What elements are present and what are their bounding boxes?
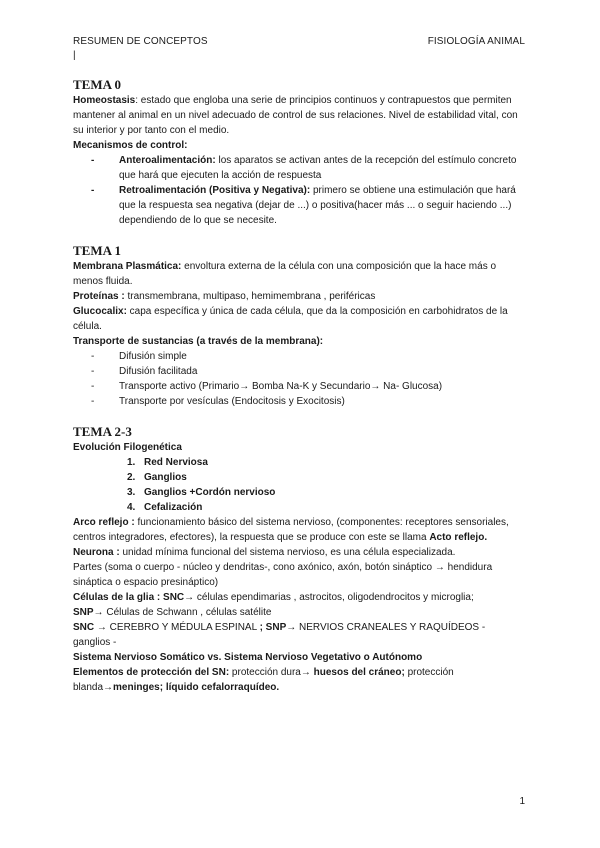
membrana-paragraph: Membrana Plasmática: envoltura externa de la célula con una composición que la hace más o menos fluida. bbox=[73, 261, 497, 287]
list-item: - Retroalimentación (Positiva y Negativa): primero se obtiene una estimulación que hará que la respuesta sea negativa (dejar de ...) o positiva(hacer más ... o seguir haciendo ...) dependiendo de lo que se necesite. bbox=[73, 183, 525, 228]
evolucion-list bbox=[73, 455, 525, 515]
tema-2-3-heading: TEMA 2-3 bbox=[73, 424, 132, 439]
list-item: - Transporte por vesículas (Endocitosis y Exocitosis) bbox=[73, 394, 525, 409]
sistema-paragraph: Sistema Nervioso Somático vs. Sistema Nervioso Vegetativo o Autónomo bbox=[73, 652, 423, 663]
tema-0-heading: TEMA 0 bbox=[73, 77, 122, 92]
glucocalix-paragraph: Glucocalix: capa específica y única de cada célula, que da la composición en carbohidratos de la célula. bbox=[73, 306, 508, 332]
header-right: FISIOLOGÍA ANIMAL bbox=[427, 36, 525, 47]
list-item: 2. Ganglios bbox=[127, 472, 187, 483]
transporte-list bbox=[73, 349, 525, 409]
glia-paragraph: Células de la glia : SNC→ células ependimarias , astrocitos, oligodendrocitos y microglia; bbox=[73, 592, 474, 603]
list-item: 1. Red Nerviosa bbox=[127, 457, 208, 468]
mecanismos-list bbox=[73, 153, 525, 228]
page-header bbox=[73, 36, 525, 47]
page-number: 1 bbox=[519, 796, 525, 807]
proteinas-paragraph: Proteínas : transmembrana, multipaso, hemimembrana , periféricas bbox=[73, 291, 376, 302]
homeostasis-paragraph: Homeostasis: estado que engloba una serie de principios continuos y contrapuestos que permiten mantener al animal en un nivel adecuado de control de sus relaciones. Nivel de estabilidad vital, con su interior y por tanto con el medio. bbox=[73, 95, 518, 136]
snc-snp-paragraph: SNC → CEREBRO Y MÉDULA ESPINAL ; SNP→ NERVIOS CRANEALES Y RAQUÍDEOS - ganglios - bbox=[73, 622, 486, 648]
list-item: - Difusión facilitada bbox=[73, 364, 525, 379]
arco-reflejo-paragraph: Arco reflejo : funcionamiento básico del sistema nervioso, (componentes: receptores sensoriales, centros integradores, efectores), la respuesta que se produce con este se llama Acto reflejo. bbox=[73, 517, 509, 543]
header-left: RESUMEN DE CONCEPTOS bbox=[73, 36, 208, 47]
partes-paragraph: Partes (soma o cuerpo - núcleo y dendritas-, cono axónico, axón, botón sináptico → hendidura sináptica o espacio presináptico) bbox=[73, 562, 493, 588]
mecanismos-heading: Mecanismos de control: bbox=[73, 140, 188, 151]
neurona-paragraph: Neurona : unidad mínima funcional del sistema nervioso, es una célula especializada. bbox=[73, 547, 456, 558]
list-item: - Difusión simple bbox=[73, 349, 525, 364]
proteccion-paragraph: Elementos de protección del SN: protección dura→ huesos del cráneo; protección blanda→meninges; líquido cefalorraquídeo. bbox=[73, 667, 454, 693]
list-item: - Transporte activo (Primario→ Bomba Na-K y Secundario→ Na- Glucosa) bbox=[73, 379, 525, 394]
evolucion-heading: Evolución Filogenética bbox=[73, 442, 182, 453]
list-item: 3. Ganglios +Cordón nervioso bbox=[127, 487, 276, 498]
list-item: 4. Cefalización bbox=[127, 502, 203, 513]
document-page bbox=[73, 36, 525, 695]
list-item: - Anteroalimentación: los aparatos se activan antes de la recepción del estímulo concreto que hará que ejecuten la acción de respuesta bbox=[73, 153, 525, 183]
tema-1-heading: TEMA 1 bbox=[73, 243, 122, 258]
transporte-heading: Transporte de sustancias (a través de la membrana): bbox=[73, 336, 324, 347]
header-cursor: | bbox=[73, 50, 76, 61]
snp-paragraph: SNP→ Células de Schwann , células satélite bbox=[73, 607, 272, 618]
